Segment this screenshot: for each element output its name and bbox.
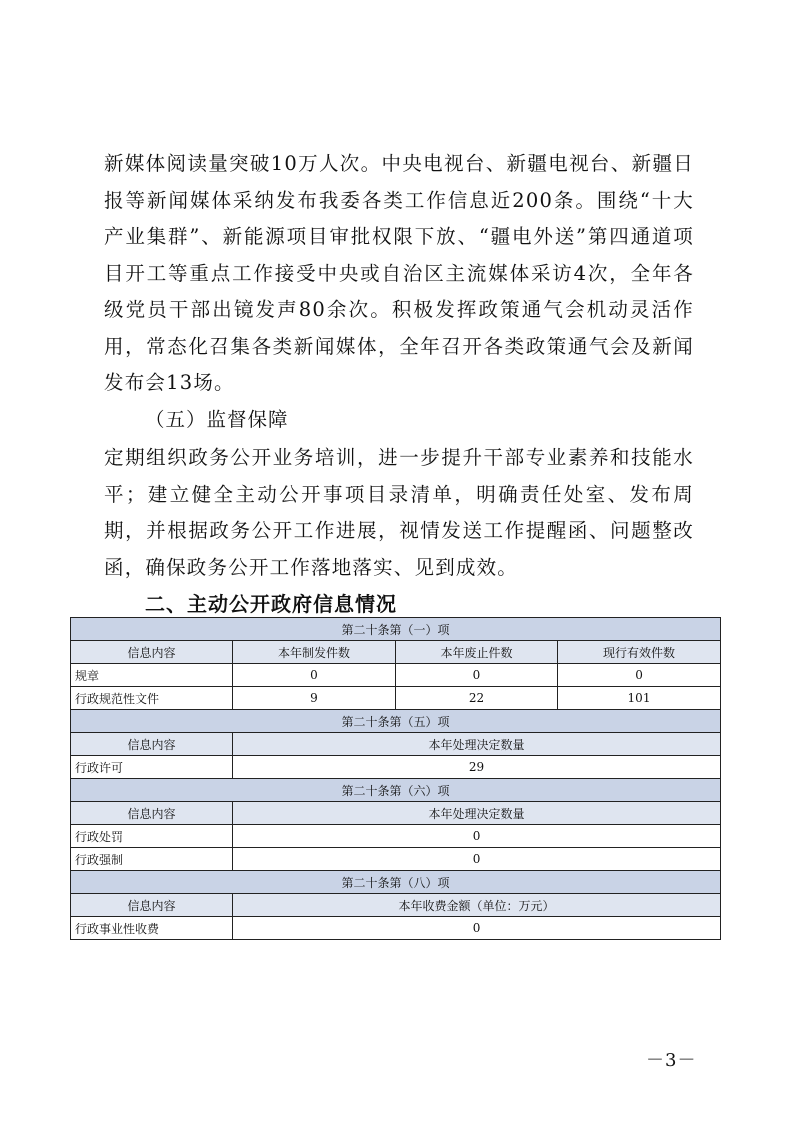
table-header-row [71, 802, 721, 825]
row-value: 9 [233, 687, 396, 710]
table-header-row [71, 894, 721, 917]
row-value: 0 [233, 917, 721, 940]
table-section-header [71, 710, 721, 733]
table-header-row [71, 733, 721, 756]
row-value: 0 [233, 825, 721, 848]
table-section-header [71, 618, 721, 641]
info-disclosure-table [70, 617, 721, 940]
table-section-header [71, 871, 721, 894]
row-value: 29 [233, 756, 721, 779]
row-label: 规章 [71, 664, 233, 687]
section-title-cell: 第二十条第（六）项 [71, 779, 721, 802]
row-label: 行政强制 [71, 848, 233, 871]
row-value: 22 [396, 687, 558, 710]
row-label: 行政处罚 [71, 825, 233, 848]
row-value: 101 [558, 687, 721, 710]
header-cell: 信息内容 [71, 641, 233, 664]
table-row [71, 917, 721, 940]
subheading-supervision: （五）监督保障 [145, 408, 289, 431]
table-section-header [71, 779, 721, 802]
header-cell: 本年收费金额（单位：万元） [233, 894, 721, 917]
header-cell: 信息内容 [71, 802, 233, 825]
table-row [71, 825, 721, 848]
table-header-row [71, 641, 721, 664]
header-cell: 信息内容 [71, 733, 233, 756]
row-value: 0 [396, 664, 558, 687]
header-cell: 现行有效件数 [558, 641, 721, 664]
row-label: 行政规范性文件 [71, 687, 233, 710]
table-row [71, 756, 721, 779]
row-label: 行政事业性收费 [71, 917, 233, 940]
table-row [71, 687, 721, 710]
section-title-cell: 第二十条第（八）项 [71, 871, 721, 894]
header-cell: 本年制发件数 [233, 641, 396, 664]
table-row [71, 664, 721, 687]
row-value: 0 [233, 848, 721, 871]
section-title-cell: 第二十条第（一）项 [71, 618, 721, 641]
page-number: －3－ [646, 1050, 697, 1071]
header-cell: 本年处理决定数量 [233, 733, 721, 756]
row-value: 0 [233, 664, 396, 687]
body-paragraph-media: 新媒体阅读量突破10万人次。中央电视台、新疆电视台、新疆日报等新闻媒体采纳发布我委各类工作信息近200条。围绕“十大产业集群”、新能源项目审批权限下放、“疆电外送”第四通道项目开工等重点工作接受中央或自治区主流媒体采访4次，全年各级党员干部出镜发声80余次。积极发挥政策通气会机动灵活作用，常态化召集各类新闻媒体，全年召开各类政策通气会及新闻发布会13场。 [104, 152, 694, 394]
table-row [71, 848, 721, 871]
header-cell: 本年废止件数 [396, 641, 558, 664]
row-label: 行政许可 [71, 756, 233, 779]
row-value: 0 [558, 664, 721, 687]
header-cell: 本年处理决定数量 [233, 802, 721, 825]
section-title-cell: 第二十条第（五）项 [71, 710, 721, 733]
header-cell: 信息内容 [71, 894, 233, 917]
body-paragraph-supervision: 定期组织政务公开业务培训，进一步提升干部专业素养和技能水平；建立健全主动公开事项目录清单，明确责任处室、发布周期，并根据政务公开工作进展，视情发送工作提醒函、问题整改函，确保政务公开工作落地落实、见到成效。 [104, 446, 694, 579]
section-title: 二、主动公开政府信息情况 [145, 592, 397, 616]
